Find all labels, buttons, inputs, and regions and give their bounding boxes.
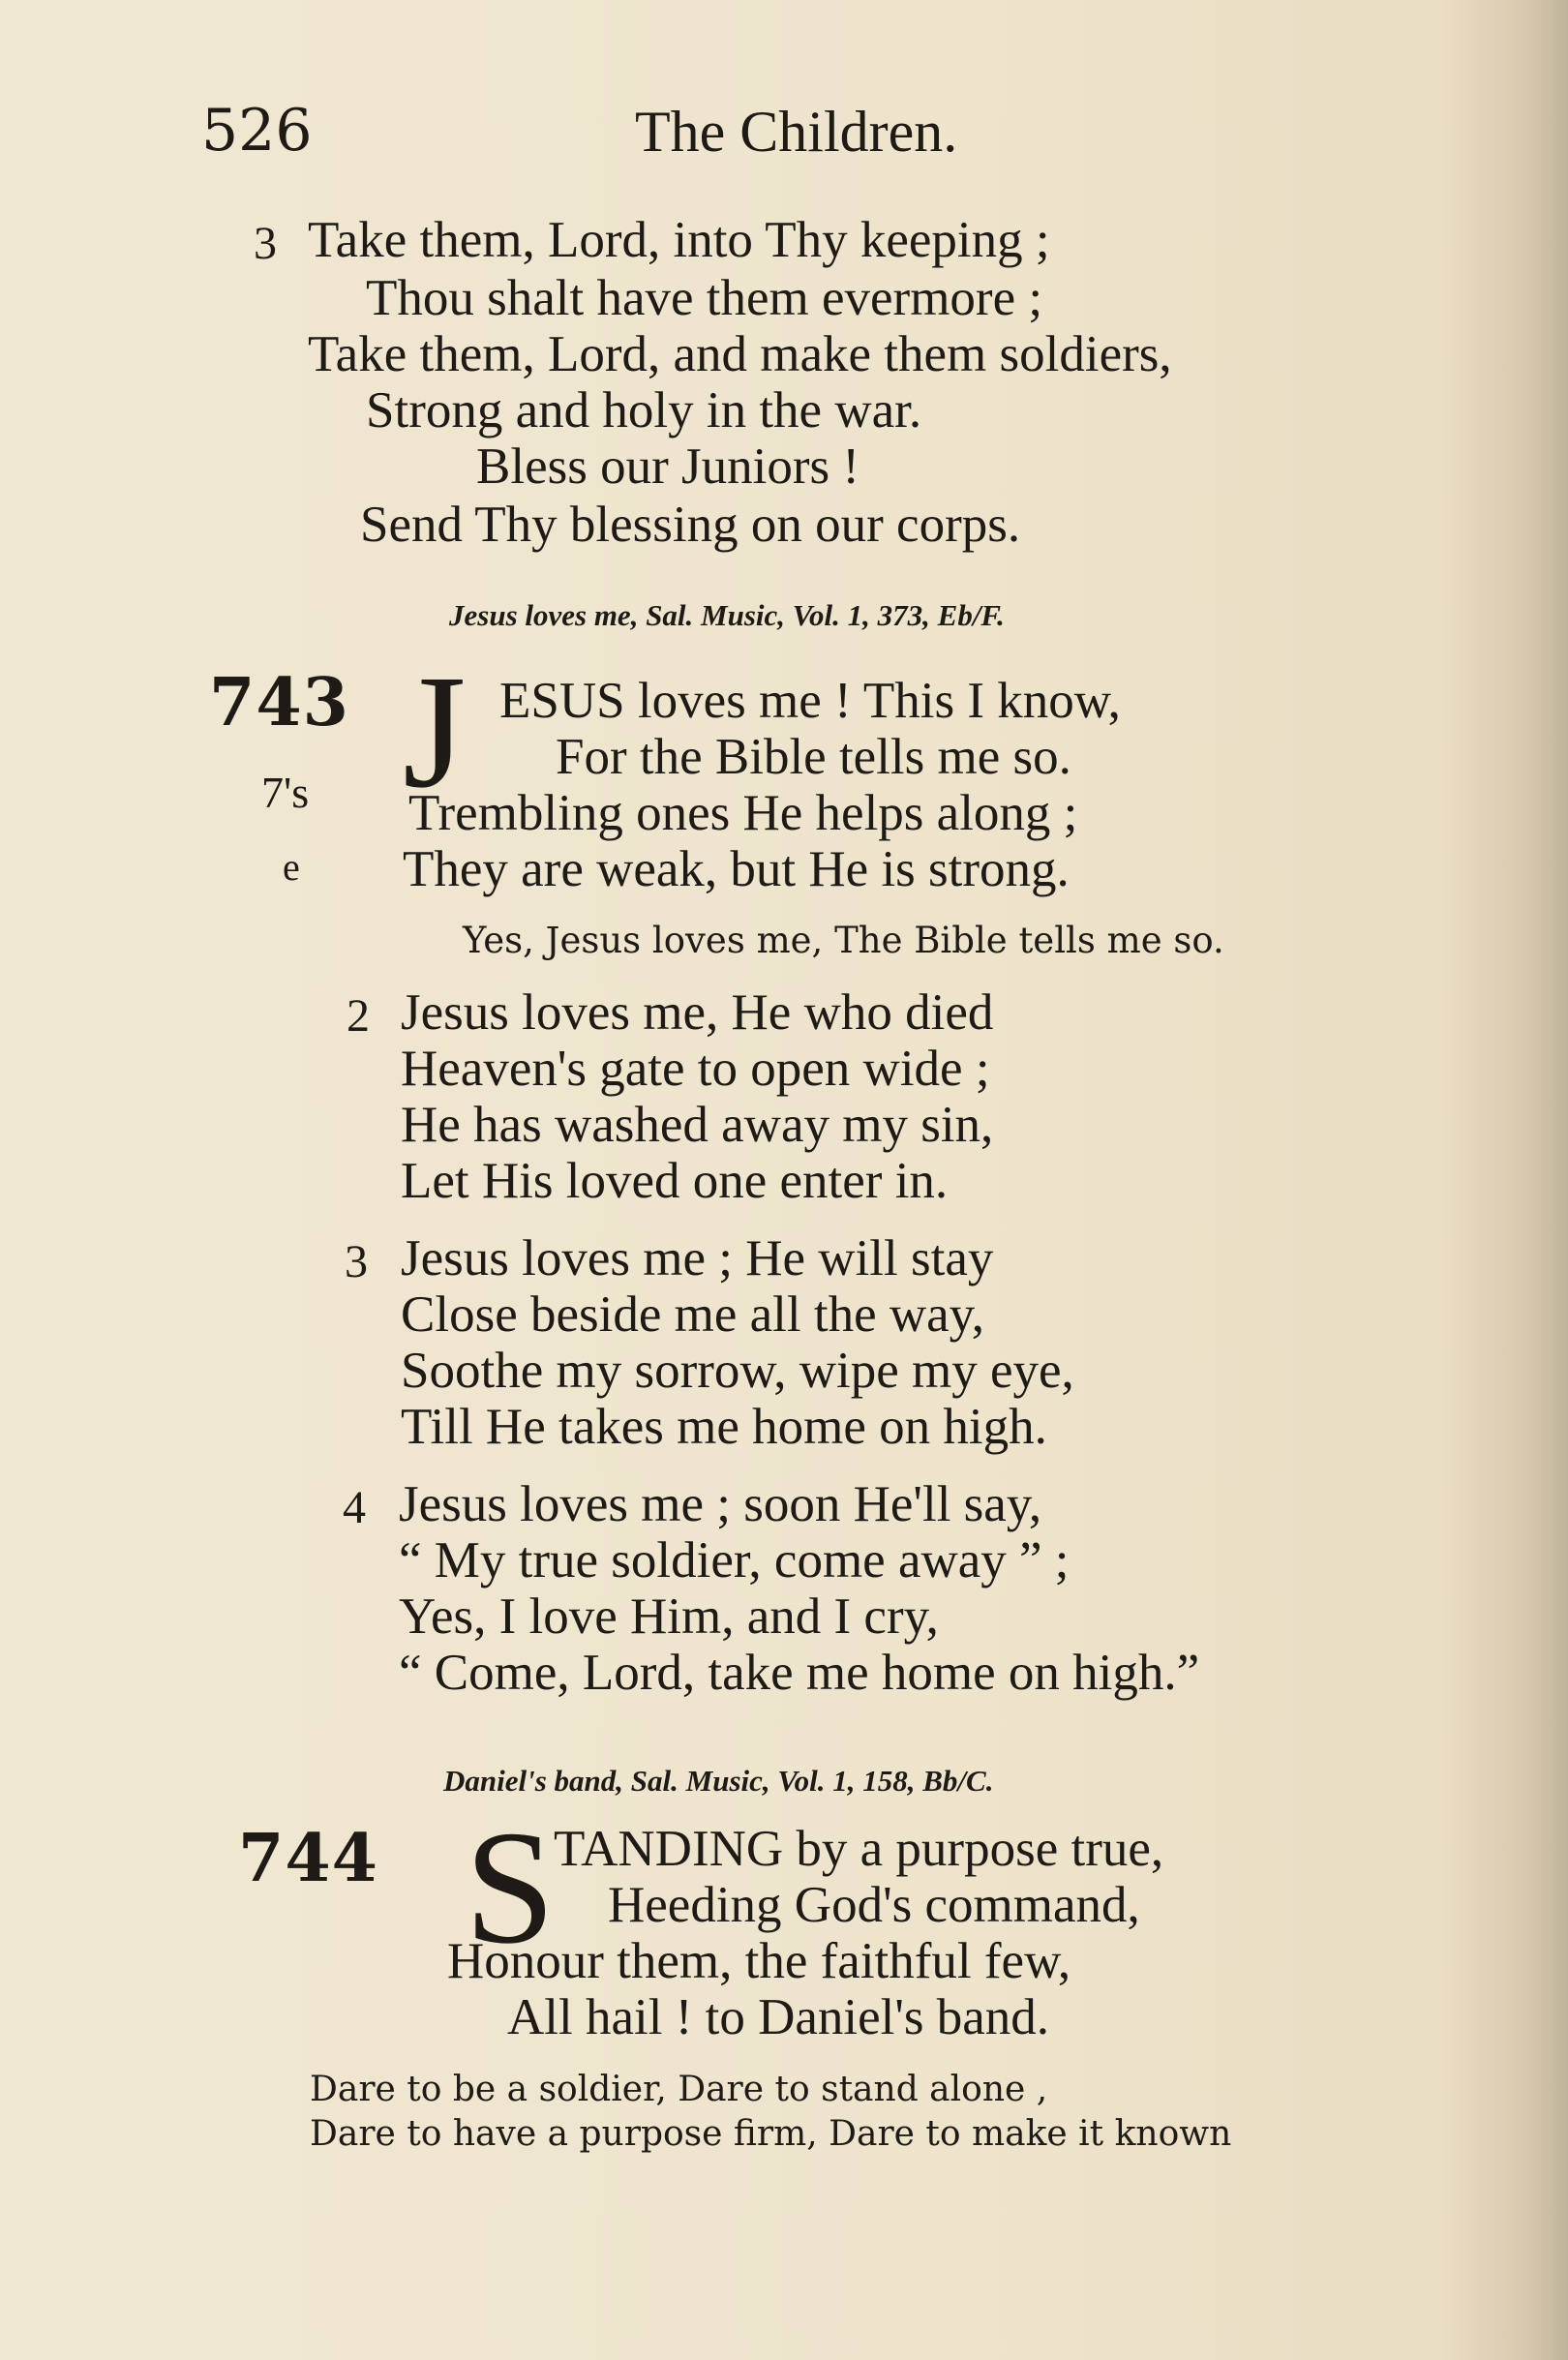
verse-line: Close beside me all the way,: [401, 1286, 984, 1343]
verse-line: Honour them, the faithful few,: [447, 1933, 1071, 1989]
verse-line: Bless our Juniors !: [476, 439, 860, 495]
verse-number: 2: [347, 990, 370, 1042]
verse-line: Thou shalt have them evermore ;: [366, 270, 1043, 326]
verse-line: Jesus loves me, He who died: [401, 984, 994, 1041]
verse-line: All hail ! to Daniel's band.: [507, 1989, 1050, 2045]
verse-line: He has washed away my sin,: [401, 1097, 994, 1153]
first-line-rest: ESUS loves me ! This I know,: [499, 673, 1121, 729]
verse-line: “ My true soldier, come away ” ;: [399, 1532, 1070, 1588]
tune-reference: Daniel's band, Sal. Music, Vol. 1, 158, Bb/C.: [443, 1764, 994, 1798]
verse-line: They are weak, but He is strong.: [403, 841, 1070, 897]
chorus: Dare to be a soldier, Dare to stand alone ,: [310, 2070, 1048, 2109]
chorus: Yes, Jesus loves me, The Bible tells me so.: [463, 920, 1224, 961]
drop-cap: J: [403, 642, 467, 822]
verse-line: “ Come, Lord, take me home on high.”: [399, 1645, 1200, 1701]
verse-line: Trembling ones He helps along ;: [408, 785, 1078, 841]
hymn-number: 743: [209, 664, 349, 741]
page-title: The Children.: [635, 100, 958, 164]
verse-line: Strong and holy in the war.: [366, 382, 922, 439]
hymn-key: e: [283, 845, 300, 889]
verse-line: Till He takes me home on high.: [401, 1399, 1047, 1455]
verse-number: 4: [343, 1482, 366, 1533]
verse-number: 3: [254, 218, 277, 269]
verse-line: Jesus loves me ; soon He'll say,: [399, 1476, 1042, 1532]
hymn-number: 744: [238, 1820, 378, 1897]
verse-line: Jesus loves me ; He will stay: [401, 1230, 994, 1286]
verse-line: For the Bible tells me so.: [556, 729, 1071, 785]
chorus: Dare to have a purpose firm, Dare to make it known: [310, 2114, 1232, 2154]
drop-cap: S: [465, 1798, 556, 1978]
first-line-rest: TANDING by a purpose true,: [554, 1821, 1164, 1877]
tune-reference: Jesus loves me, Sal. Music, Vol. 1, 373, Eb/F.: [449, 598, 1005, 632]
verse-line: Take them, Lord, into Thy keeping ;: [308, 212, 1050, 268]
verse-line: Soothe my sorrow, wipe my eye,: [401, 1343, 1074, 1399]
verse-line: Heaven's gate to open wide ;: [401, 1041, 990, 1097]
verse-line: Take them, Lord, and make them soldiers,: [308, 326, 1172, 382]
verse-line: Heeding God's command,: [608, 1877, 1140, 1933]
hymn-meter: 7's: [261, 768, 310, 817]
verse-line: Send Thy blessing on our corps.: [360, 497, 1021, 553]
verse-number: 3: [345, 1236, 368, 1287]
verse-line: Let His loved one enter in.: [401, 1153, 949, 1209]
page-number: 526: [201, 97, 313, 165]
verse-line: Yes, I love Him, and I cry,: [399, 1588, 939, 1645]
